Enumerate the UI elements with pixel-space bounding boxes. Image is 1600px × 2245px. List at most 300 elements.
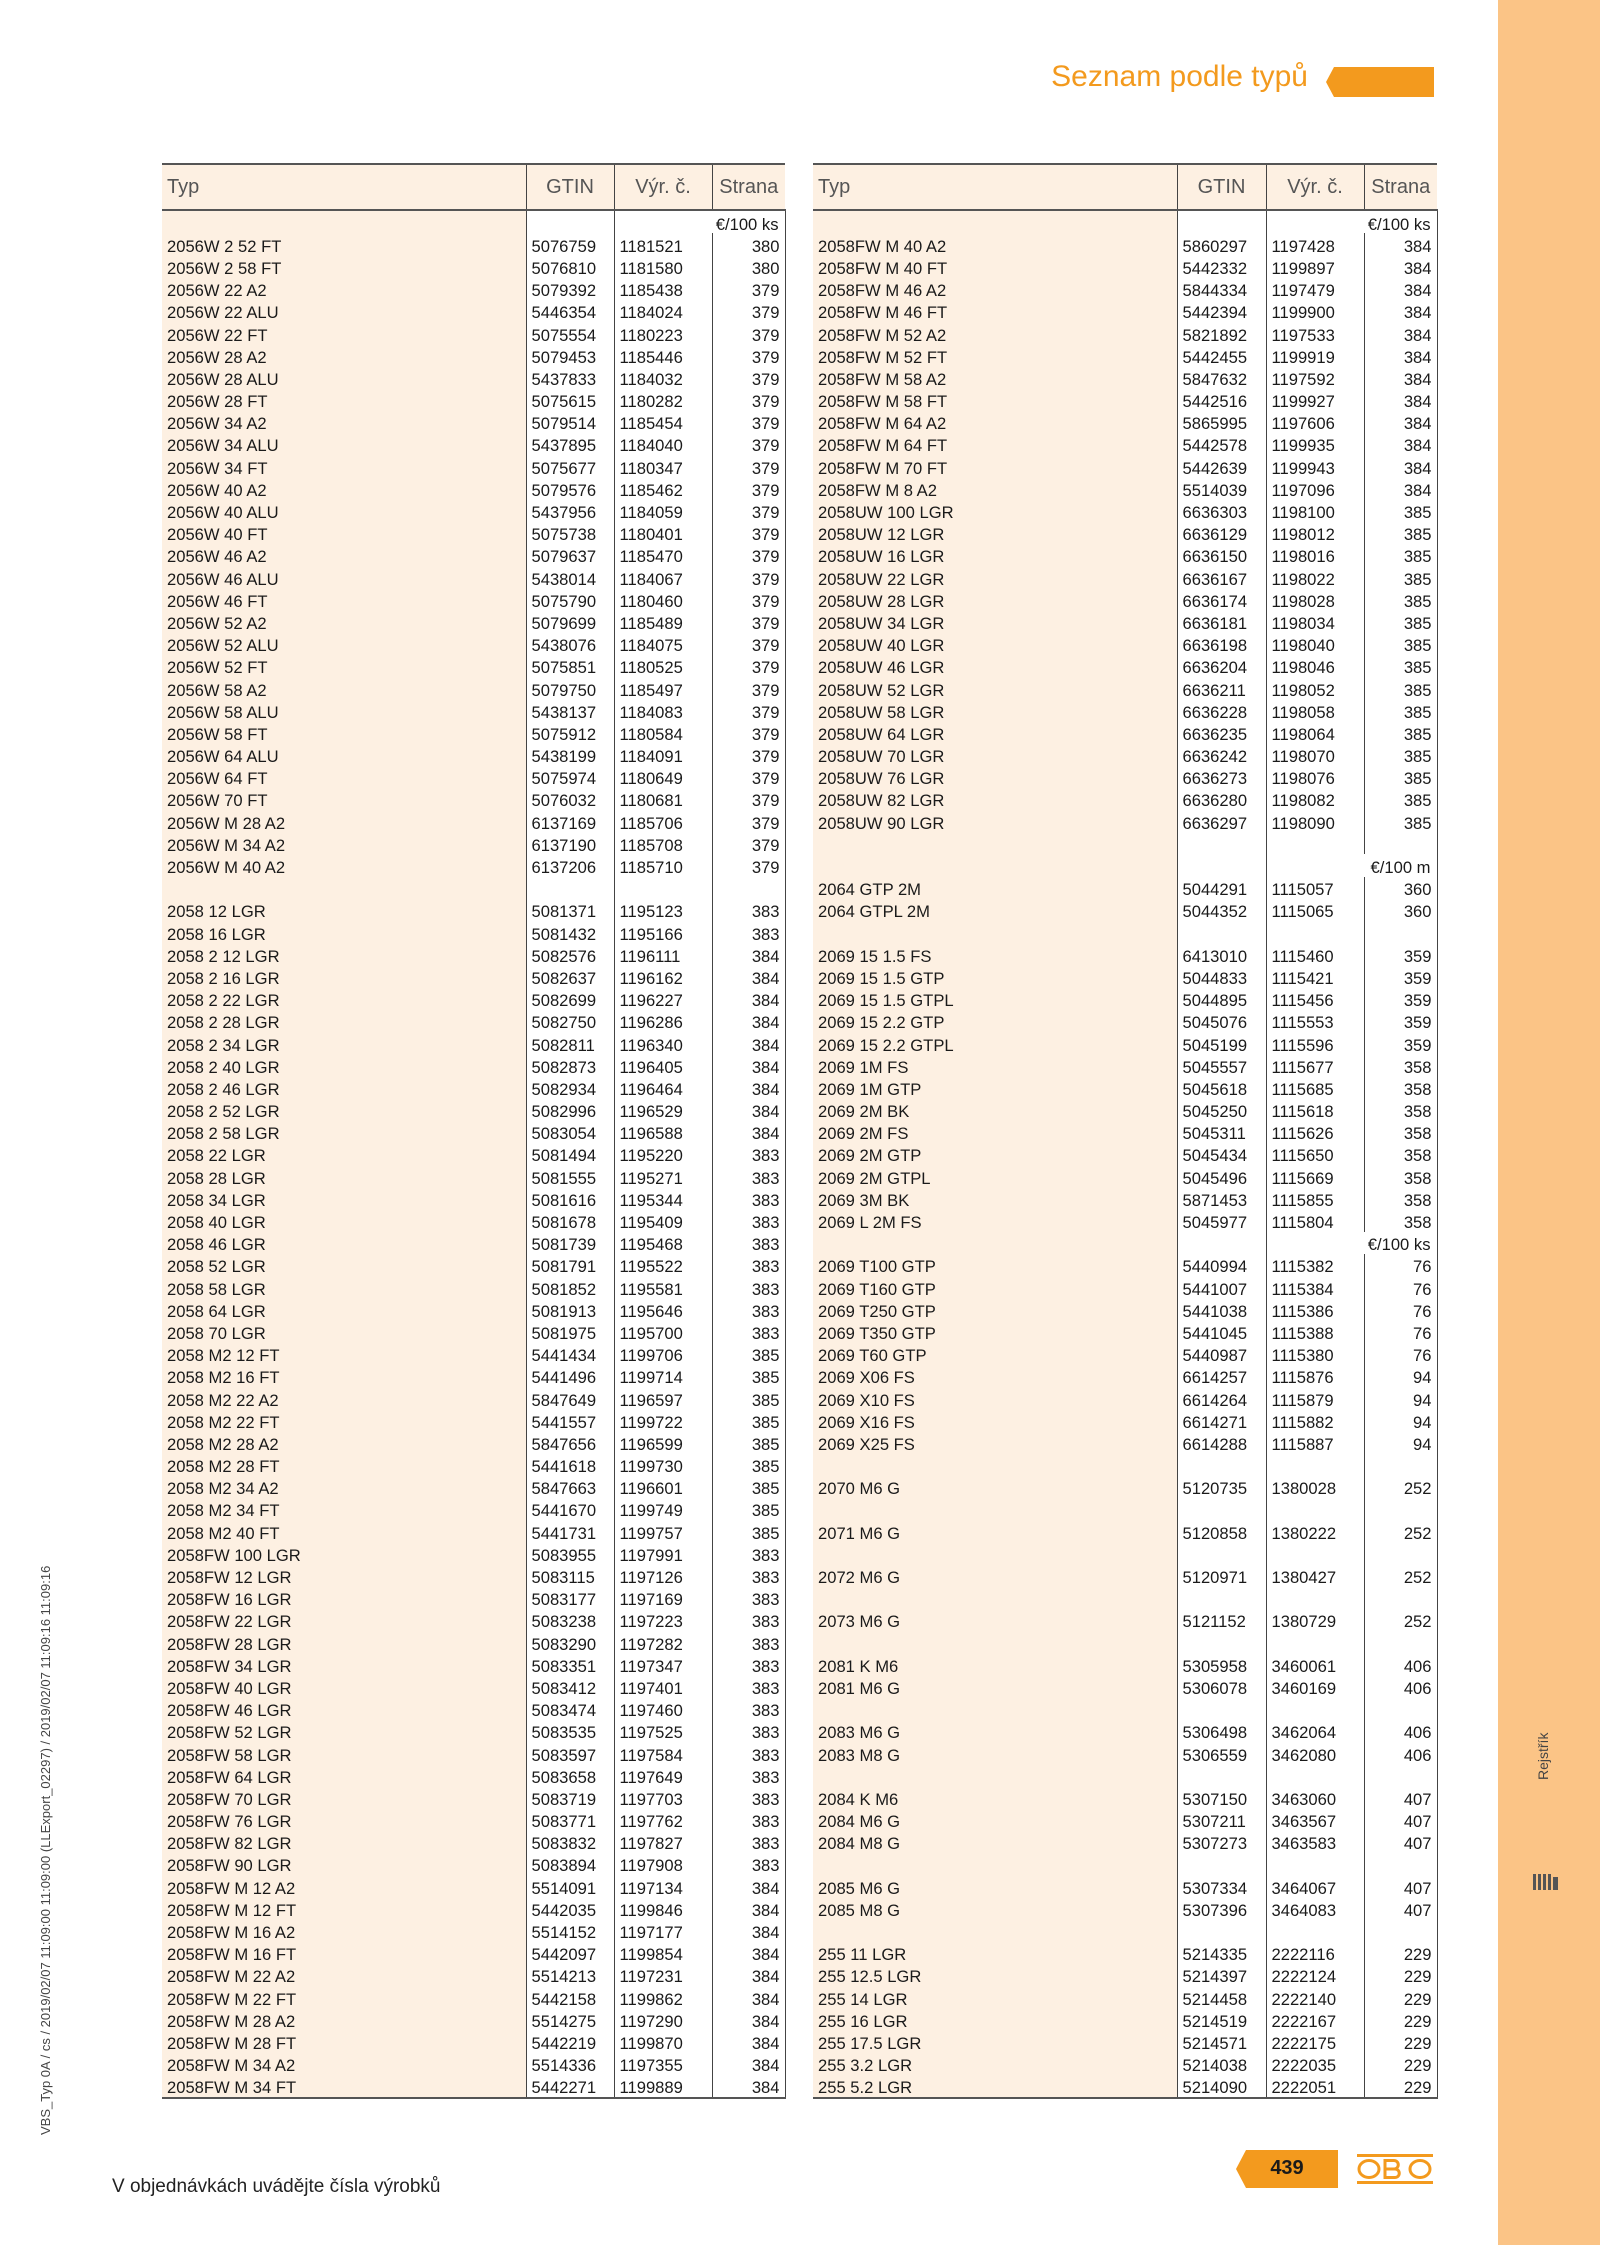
cell-strana: 379: [712, 854, 785, 876]
cell-typ: 2058 M2 12 FT: [162, 1343, 526, 1365]
cell-vyr: 1195522: [614, 1254, 712, 1276]
table-row: [813, 721, 1437, 743]
cell-typ: 2081 K M6: [813, 1653, 1177, 1675]
cell-gtin: 5083535: [526, 1720, 614, 1742]
cell-typ: 2058UW 46 LGR: [813, 655, 1177, 677]
cell-typ: 2058 64 LGR: [162, 1298, 526, 1320]
cell-gtin: 5442332: [1177, 255, 1266, 277]
cell-vyr: 1197606: [1266, 411, 1364, 433]
table-row: [813, 1032, 1437, 1054]
spacer-row: [813, 1919, 1437, 1941]
cell-typ: 2070 M6 G: [813, 1476, 1177, 1498]
cell-gtin: 5083290: [526, 1631, 614, 1653]
cell-vyr: 1198064: [1266, 721, 1364, 743]
table-row: [162, 344, 785, 366]
table-row: [813, 2053, 1437, 2075]
type-table-right: [813, 163, 1438, 2099]
cell-vyr: 1180460: [614, 588, 712, 610]
cell-typ: 2058FW M 8 A2: [813, 477, 1177, 499]
table-row: [162, 1831, 785, 1853]
table-row: [162, 899, 785, 921]
cell-typ: 255 5.2 LGR: [813, 2075, 1177, 2098]
cell-strana: 384: [712, 1076, 785, 1098]
cell-gtin: 5438137: [526, 699, 614, 721]
cell-strana: 379: [712, 766, 785, 788]
cell-strana: [1364, 1853, 1437, 1875]
cell-strana: 383: [712, 1542, 785, 1564]
table-row: [813, 1431, 1437, 1453]
sidebar-label[interactable]: Rejstřík: [1535, 1732, 1551, 1780]
table-row: [813, 1298, 1437, 1320]
cell-typ: 2058FW 46 LGR: [162, 1698, 526, 1720]
cell-gtin: 6636242: [1177, 744, 1266, 766]
table-row: [162, 655, 785, 677]
table-row: [813, 1942, 1437, 1964]
cell-typ: 2058UW 64 LGR: [813, 721, 1177, 743]
table-row: [813, 389, 1437, 411]
price-unit: €/100 ks: [614, 210, 785, 233]
cell-strana: 406: [1364, 1675, 1437, 1697]
cell-gtin: 6636129: [1177, 522, 1266, 544]
cell-gtin: 5075974: [526, 766, 614, 788]
cell-typ: 2058UW 82 LGR: [813, 788, 1177, 810]
cell-strana: 379: [712, 389, 785, 411]
cell-vyr: 1198052: [1266, 677, 1364, 699]
table-row: [162, 1919, 785, 1941]
cell-typ: 2058FW M 12 A2: [162, 1875, 526, 1897]
cell-vyr: 1115057: [1266, 877, 1364, 899]
cell-strana: 384: [1364, 389, 1437, 411]
cell-vyr: 1199749: [614, 1498, 712, 1520]
cell-typ: 255 11 LGR: [813, 1942, 1177, 1964]
cell-strana: 385: [1364, 677, 1437, 699]
cell-gtin: 5079392: [526, 278, 614, 300]
cell-strana: 383: [712, 1587, 785, 1609]
cell-typ: 2056W 2 58 FT: [162, 255, 526, 277]
cell-gtin: 5082699: [526, 988, 614, 1010]
cell-strana: 384: [712, 1054, 785, 1076]
cell-strana: [1364, 1631, 1437, 1653]
cell-gtin: 5440994: [1177, 1254, 1266, 1276]
cell-vyr: 1115460: [1266, 943, 1364, 965]
cell-strana: 76: [1364, 1254, 1437, 1276]
col-header-vyr: Výr. č.: [1266, 164, 1364, 210]
cell-strana: 379: [712, 788, 785, 810]
cell-vyr: 1196599: [614, 1431, 712, 1453]
cell-strana: 385: [1364, 544, 1437, 566]
cell-strana: 76: [1364, 1343, 1437, 1365]
cell-strana: 358: [1364, 1054, 1437, 1076]
cell-typ: 255 16 LGR: [813, 2008, 1177, 2030]
cell-gtin: 5075912: [526, 721, 614, 743]
cell-typ: 2058UW 12 LGR: [813, 522, 1177, 544]
cell-vyr: [1266, 1853, 1364, 1875]
cell-strana: [1364, 921, 1437, 943]
cell-vyr: 1198090: [1266, 810, 1364, 832]
cell-strana: 380: [712, 255, 785, 277]
cell-typ: 2058 12 LGR: [162, 899, 526, 921]
cell-typ: [813, 854, 1177, 876]
cell-typ: 2056W 22 A2: [162, 278, 526, 300]
table-row: [162, 1609, 785, 1631]
cell-typ: 2058FW 34 LGR: [162, 1653, 526, 1675]
cell-gtin: 6614271: [1177, 1409, 1266, 1431]
cell-gtin: 5442158: [526, 1986, 614, 2008]
table-row: [162, 1431, 785, 1453]
table-row: [813, 1786, 1437, 1808]
cell-typ: 2069 X25 FS: [813, 1431, 1177, 1453]
cell-typ: 2058FW M 52 FT: [813, 344, 1177, 366]
cell-strana: 252: [1364, 1564, 1437, 1586]
cell-gtin: 5442455: [1177, 344, 1266, 366]
cell-strana: 383: [712, 1232, 785, 1254]
cell-typ: 2058 M2 16 FT: [162, 1365, 526, 1387]
cell-gtin: 5045076: [1177, 1010, 1266, 1032]
col-header-typ: Typ: [813, 164, 1177, 210]
cell-vyr: 1196286: [614, 1010, 712, 1032]
unit-row: [813, 210, 1437, 233]
cell-gtin: 5082637: [526, 965, 614, 987]
table-row: [813, 1276, 1437, 1298]
cell-typ: 2058UW 16 LGR: [813, 544, 1177, 566]
cell-strana: 229: [1364, 2053, 1437, 2075]
cell-strana: 385: [1364, 788, 1437, 810]
cell-strana: 385: [1364, 655, 1437, 677]
cell-strana: 407: [1364, 1831, 1437, 1853]
cell-strana: 252: [1364, 1520, 1437, 1542]
table-row: [162, 1587, 785, 1609]
table-row: [813, 655, 1437, 677]
cell-gtin: 5045977: [1177, 1209, 1266, 1231]
cell-gtin: 5045557: [1177, 1054, 1266, 1076]
col-header-gtin: GTIN: [1177, 164, 1266, 210]
cell-typ: [162, 877, 526, 899]
cell-typ: 2058 34 LGR: [162, 1187, 526, 1209]
cell-strana: 406: [1364, 1720, 1437, 1742]
table-row: [162, 566, 785, 588]
cell-typ: [813, 921, 1177, 943]
cell-gtin: 5081432: [526, 921, 614, 943]
cell-strana: 358: [1364, 1099, 1437, 1121]
table-row: [813, 943, 1437, 965]
cell-gtin: 5082873: [526, 1054, 614, 1076]
table-row: [813, 744, 1437, 766]
table-row: [813, 477, 1437, 499]
cell-typ: 2058 M2 28 FT: [162, 1454, 526, 1476]
cell-gtin: 5306078: [1177, 1675, 1266, 1697]
cell-typ: 2069 X16 FS: [813, 1409, 1177, 1431]
cell-gtin: [1177, 1919, 1266, 1941]
cell-typ: 2058FW M 46 A2: [813, 278, 1177, 300]
cell-vyr: 1199854: [614, 1942, 712, 1964]
cell-typ: [813, 210, 1177, 233]
table-row: [162, 1498, 785, 1520]
cell-typ: 2058 52 LGR: [162, 1254, 526, 1276]
cell-gtin: 5441007: [1177, 1276, 1266, 1298]
cell-strana: 360: [1364, 877, 1437, 899]
table-row: [813, 899, 1437, 921]
cell-typ: 2058 M2 34 A2: [162, 1476, 526, 1498]
cell-vyr: 1197592: [1266, 366, 1364, 388]
cell-gtin: 5044291: [1177, 877, 1266, 899]
table-row: [813, 1653, 1437, 1675]
cell-strana: 407: [1364, 1875, 1437, 1897]
table-row: [813, 965, 1437, 987]
cell-strana: 385: [712, 1409, 785, 1431]
cell-typ: 2069 X06 FS: [813, 1365, 1177, 1387]
table-row: [813, 1387, 1437, 1409]
cell-typ: 2069 15 1.5 GTP: [813, 965, 1177, 987]
table-row: [813, 233, 1437, 255]
table-row: [813, 1254, 1437, 1276]
table-row: [813, 1209, 1437, 1231]
cell-vyr: 2222140: [1266, 1986, 1364, 2008]
cell-gtin: 5045250: [1177, 1099, 1266, 1121]
cell-gtin: 5081371: [526, 899, 614, 921]
cell-typ: 2084 K M6: [813, 1786, 1177, 1808]
cell-vyr: 1115626: [1266, 1121, 1364, 1143]
cell-gtin: 5440987: [1177, 1343, 1266, 1365]
cell-vyr: 1195220: [614, 1143, 712, 1165]
table-row: [162, 366, 785, 388]
cell-gtin: 5045618: [1177, 1076, 1266, 1098]
cell-vyr: 1180584: [614, 721, 712, 743]
cell-strana: 384: [1364, 300, 1437, 322]
cell-vyr: 1115382: [1266, 1254, 1364, 1276]
cell-vyr: [1266, 1498, 1364, 1520]
cell-gtin: 5083054: [526, 1121, 614, 1143]
cell-vyr: 1197282: [614, 1631, 712, 1653]
cell-typ: 2058 2 22 LGR: [162, 988, 526, 1010]
cell-gtin: [1177, 1232, 1266, 1254]
cell-strana: 385: [712, 1498, 785, 1520]
cell-typ: 2058FW M 12 FT: [162, 1897, 526, 1919]
cell-typ: 2058FW M 64 A2: [813, 411, 1177, 433]
cell-vyr: 1195468: [614, 1232, 712, 1254]
cell-gtin: 5082996: [526, 1099, 614, 1121]
cell-vyr: 1196529: [614, 1099, 712, 1121]
table-row: [162, 2030, 785, 2052]
table-row: [813, 1099, 1437, 1121]
cell-strana: 229: [1364, 2030, 1437, 2052]
cell-typ: 2056W 70 FT: [162, 788, 526, 810]
table-row: [813, 766, 1437, 788]
cell-gtin: 5081678: [526, 1209, 614, 1231]
cell-typ: 2058UW 28 LGR: [813, 588, 1177, 610]
cell-gtin: 5044895: [1177, 988, 1266, 1010]
cell-strana: 383: [712, 1742, 785, 1764]
table-row: [813, 544, 1437, 566]
table-row: [162, 1675, 785, 1697]
cell-strana: 379: [712, 544, 785, 566]
cell-typ: 2058FW 52 LGR: [162, 1720, 526, 1742]
cell-gtin: 6636235: [1177, 721, 1266, 743]
table-row: [162, 699, 785, 721]
cell-typ: 2058FW M 58 A2: [813, 366, 1177, 388]
cell-gtin: 5442271: [526, 2075, 614, 2098]
cell-strana: 383: [712, 1187, 785, 1209]
cell-vyr: 1197231: [614, 1964, 712, 1986]
cell-strana: 379: [712, 677, 785, 699]
cell-strana: 76: [1364, 1298, 1437, 1320]
table-row: [813, 2075, 1437, 2098]
cell-typ: 2069 15 2.2 GTP: [813, 1010, 1177, 1032]
cell-typ: 2058UW 22 LGR: [813, 566, 1177, 588]
cell-vyr: 1199730: [614, 1454, 712, 1476]
table-row: [162, 1409, 785, 1431]
cell-gtin: 6636174: [1177, 588, 1266, 610]
cell-typ: 2069 2M GTP: [813, 1143, 1177, 1165]
cell-typ: 2056W 28 A2: [162, 344, 526, 366]
cell-gtin: 5082934: [526, 1076, 614, 1098]
cell-strana: 384: [1364, 278, 1437, 300]
table-row: [813, 1831, 1437, 1853]
cell-strana: [1364, 1919, 1437, 1941]
cell-vyr: 1184083: [614, 699, 712, 721]
cell-typ: 2058FW M 34 FT: [162, 2075, 526, 2098]
cell-gtin: 5514039: [1177, 477, 1266, 499]
cell-vyr: 1115876: [1266, 1365, 1364, 1387]
cell-strana: 358: [1364, 1209, 1437, 1231]
cell-gtin: 5044352: [1177, 899, 1266, 921]
cell-strana: 379: [712, 455, 785, 477]
cell-gtin: 5214519: [1177, 2008, 1266, 2030]
cell-vyr: 1184040: [614, 433, 712, 455]
cell-gtin: 5437895: [526, 433, 614, 455]
cell-typ: 2058 M2 22 FT: [162, 1409, 526, 1431]
cell-strana: 385: [712, 1520, 785, 1542]
cell-vyr: 1185710: [614, 854, 712, 876]
cell-strana: [1364, 1698, 1437, 1720]
table-row: [813, 411, 1437, 433]
cell-gtin: 5438076: [526, 633, 614, 655]
cell-typ: [813, 1919, 1177, 1941]
table-row: [162, 1764, 785, 1786]
table-row: [162, 1343, 785, 1365]
cell-typ: 2058UW 52 LGR: [813, 677, 1177, 699]
cell-vyr: 1198046: [1266, 655, 1364, 677]
cell-typ: 2056W 52 ALU: [162, 633, 526, 655]
cell-typ: 2058FW M 28 A2: [162, 2008, 526, 2030]
cell-gtin: 5075790: [526, 588, 614, 610]
cell-typ: 2058 2 16 LGR: [162, 965, 526, 987]
cell-typ: 2058FW M 16 A2: [162, 1919, 526, 1941]
cell-typ: 2058 2 12 LGR: [162, 943, 526, 965]
footer-note: V objednávkách uvádějte čísla výrobků: [112, 2176, 441, 2197]
cell-vyr: 2222124: [1266, 1964, 1364, 1986]
cell-typ: 2069 L 2M FS: [813, 1209, 1177, 1231]
cell-vyr: 1115380: [1266, 1343, 1364, 1365]
cell-vyr: 1197126: [614, 1564, 712, 1586]
sidebar-band: [1498, 0, 1600, 2245]
cell-vyr: [1266, 921, 1364, 943]
cell-typ: 2056W 34 A2: [162, 411, 526, 433]
table-row: [813, 610, 1437, 632]
cell-gtin: 5076810: [526, 255, 614, 277]
cell-vyr: 1197827: [614, 1831, 712, 1853]
cell-typ: 2083 M6 G: [813, 1720, 1177, 1742]
cell-typ: [813, 1498, 1177, 1520]
cell-typ: 2056W 46 A2: [162, 544, 526, 566]
cell-gtin: 6614288: [1177, 1431, 1266, 1453]
cell-vyr: 1115879: [1266, 1387, 1364, 1409]
spacer-row: [813, 1631, 1437, 1653]
cell-gtin: 5446354: [526, 300, 614, 322]
cell-vyr: 1115677: [1266, 1054, 1364, 1076]
cell-vyr: 1197703: [614, 1786, 712, 1808]
table-row: [162, 1010, 785, 1032]
table-row: [813, 499, 1437, 521]
cell-gtin: 5079514: [526, 411, 614, 433]
cell-typ: 2069 2M GTPL: [813, 1165, 1177, 1187]
spacer-row: [813, 1698, 1437, 1720]
spacer-row: [813, 1454, 1437, 1476]
cell-typ: 2058 58 LGR: [162, 1276, 526, 1298]
cell-vyr: [1266, 1631, 1364, 1653]
table-row: [162, 455, 785, 477]
cell-gtin: 6636204: [1177, 655, 1266, 677]
cell-typ: [813, 1853, 1177, 1875]
cell-typ: 2084 M8 G: [813, 1831, 1177, 1853]
cell-vyr: 1197401: [614, 1675, 712, 1697]
cell-vyr: 1199706: [614, 1343, 712, 1365]
cell-typ: 2058FW M 58 FT: [813, 389, 1177, 411]
cell-gtin: 5307334: [1177, 1875, 1266, 1897]
cell-typ: 2056W 28 ALU: [162, 366, 526, 388]
cell-gtin: 5441038: [1177, 1298, 1266, 1320]
cell-gtin: 5305958: [1177, 1653, 1266, 1675]
cell-strana: 406: [1364, 1653, 1437, 1675]
cell-typ: 2058 2 46 LGR: [162, 1076, 526, 1098]
cell-vyr: 1115553: [1266, 1010, 1364, 1032]
cell-typ: 2058UW 76 LGR: [813, 766, 1177, 788]
cell-strana: 384: [1364, 233, 1437, 255]
cell-gtin: 5083597: [526, 1742, 614, 1764]
cell-strana: 359: [1364, 1010, 1437, 1032]
cell-strana: 379: [712, 411, 785, 433]
cell-typ: 2056W 2 52 FT: [162, 233, 526, 255]
cell-vyr: 1199722: [614, 1409, 712, 1431]
cell-typ: 2064 GTPL 2M: [813, 899, 1177, 921]
cell-vyr: 1115650: [1266, 1143, 1364, 1165]
cell-typ: 2056W 40 A2: [162, 477, 526, 499]
cell-vyr: 1197177: [614, 1919, 712, 1941]
cell-typ: 2058FW 100 LGR: [162, 1542, 526, 1564]
cell-typ: 2073 M6 G: [813, 1609, 1177, 1631]
cell-vyr: 1184067: [614, 566, 712, 588]
cell-gtin: [1177, 921, 1266, 943]
cell-vyr: 1197355: [614, 2053, 712, 2075]
cell-vyr: 1115065: [1266, 899, 1364, 921]
table-row: [162, 1054, 785, 1076]
table-row: [162, 1809, 785, 1831]
cell-strana: 383: [712, 1209, 785, 1231]
cell-vyr: 1115855: [1266, 1187, 1364, 1209]
cell-vyr: 1115456: [1266, 988, 1364, 1010]
cell-gtin: 5083894: [526, 1853, 614, 1875]
table-row: [813, 1742, 1437, 1764]
cell-typ: 255 3.2 LGR: [813, 2053, 1177, 2075]
table-row: [162, 1631, 785, 1653]
cell-vyr: 1115804: [1266, 1209, 1364, 1231]
cell-typ: [813, 1542, 1177, 1564]
cell-vyr: 1198070: [1266, 744, 1364, 766]
cell-gtin: 5120971: [1177, 1564, 1266, 1586]
table-row: [162, 1076, 785, 1098]
page-number: 439: [1270, 2157, 1304, 2179]
cell-typ: 2058FW 28 LGR: [162, 1631, 526, 1653]
cell-vyr: 1196464: [614, 1076, 712, 1098]
